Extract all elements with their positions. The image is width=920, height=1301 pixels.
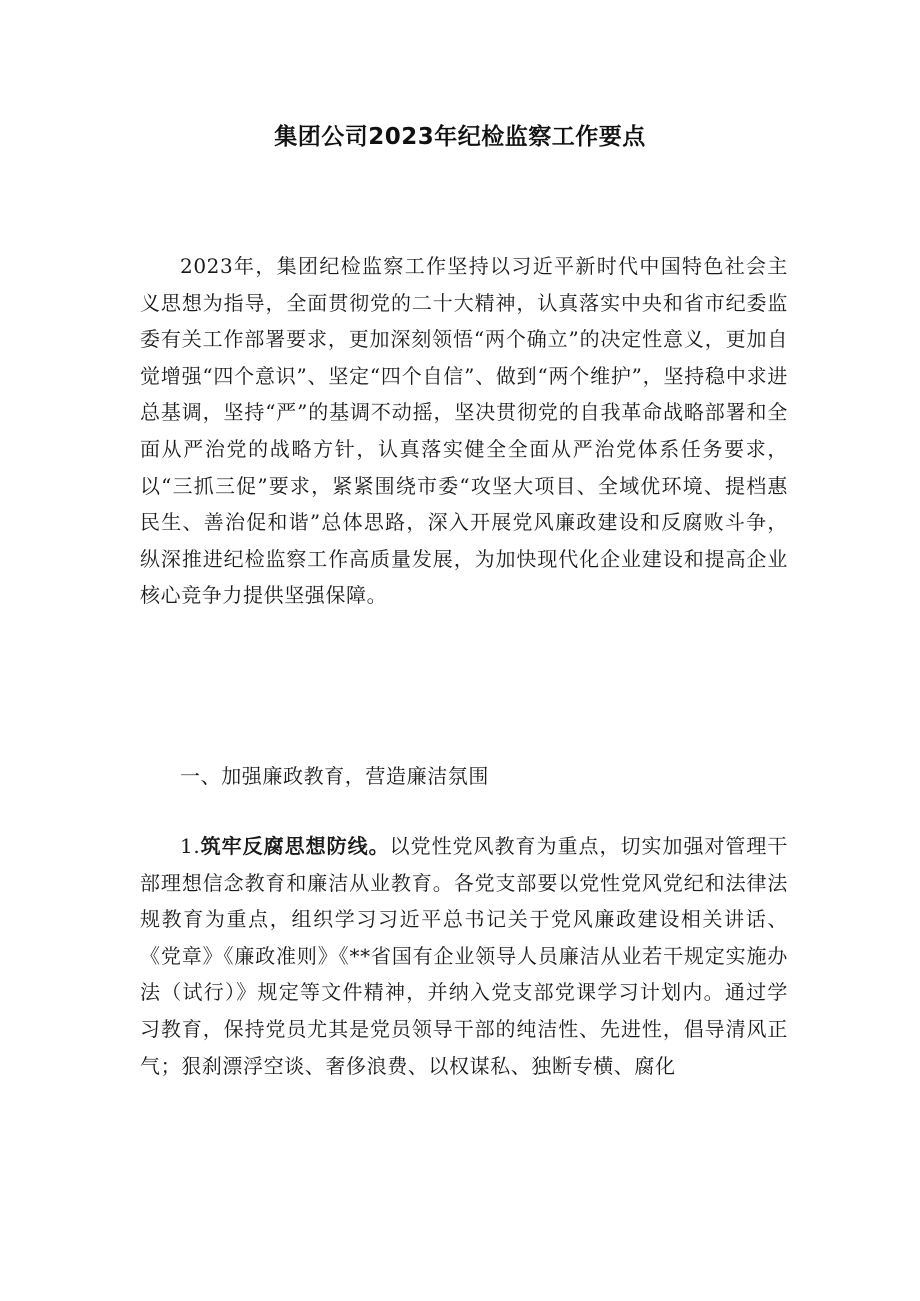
item-1-number: 1. bbox=[180, 834, 201, 858]
document-title: 集团公司2023年纪检监察工作要点 bbox=[274, 124, 646, 150]
intro-paragraph: 2023年，集团纪检监察工作坚持以习近平新时代中国特色社会主义思想为指导，全面贯彻党的二十大精神，认真落实中央和省市纪委监委有关工作部署要求，更加深刻领悟“两个确立”的决定性意义，更加自觉增强“四个意识”、坚定“四个自信”、做到“两个维护”，坚持稳中求进总基调，坚持“严”的基调不动摇，坚决贯彻党的自我革命战略部署和全面从严治党的战略方针，认真落实健全全面从严治党体系任务要求，以“三抓三促”要求，紧紧围绕市委“攻坚大项目、全域优环境、提档惠民生、善治促和谐”总体思路，深入开展党风廉政建设和反腐败斗争，纵深推进纪检监察工作高质量发展，为加快现代化企业建设和提高企业核心竞争力提供坚强保障。 bbox=[140, 254, 788, 608]
item-1-body: 以党性党风教育为重点，切实加强对管理干部理想信念教育和廉洁从业教育。各党支部要以党性党风党纪和法律法规教育为重点，组织学习习近平总书记关于党风廉政建设相关讲话、《党章》《廉政准则》《**省国有企业领导人员廉洁从业若干规定实施办法（试行）》规定等文件精神，并纳入党支部党课学习计划内。通过学习教育，保持党员尤其是党员领导干部的纯洁性、先进性，倡导清风正气；狠刹漂浮空谈、奢侈浪费、以权谋私、独断专横、腐化 bbox=[140, 834, 788, 1078]
item-1-paragraph bbox=[140, 828, 788, 1084]
section-heading-1: 一、加强廉政教育，营造廉洁氛围 bbox=[180, 764, 489, 788]
item-1-lead: 筑牢反腐思想防线。 bbox=[200, 834, 390, 858]
